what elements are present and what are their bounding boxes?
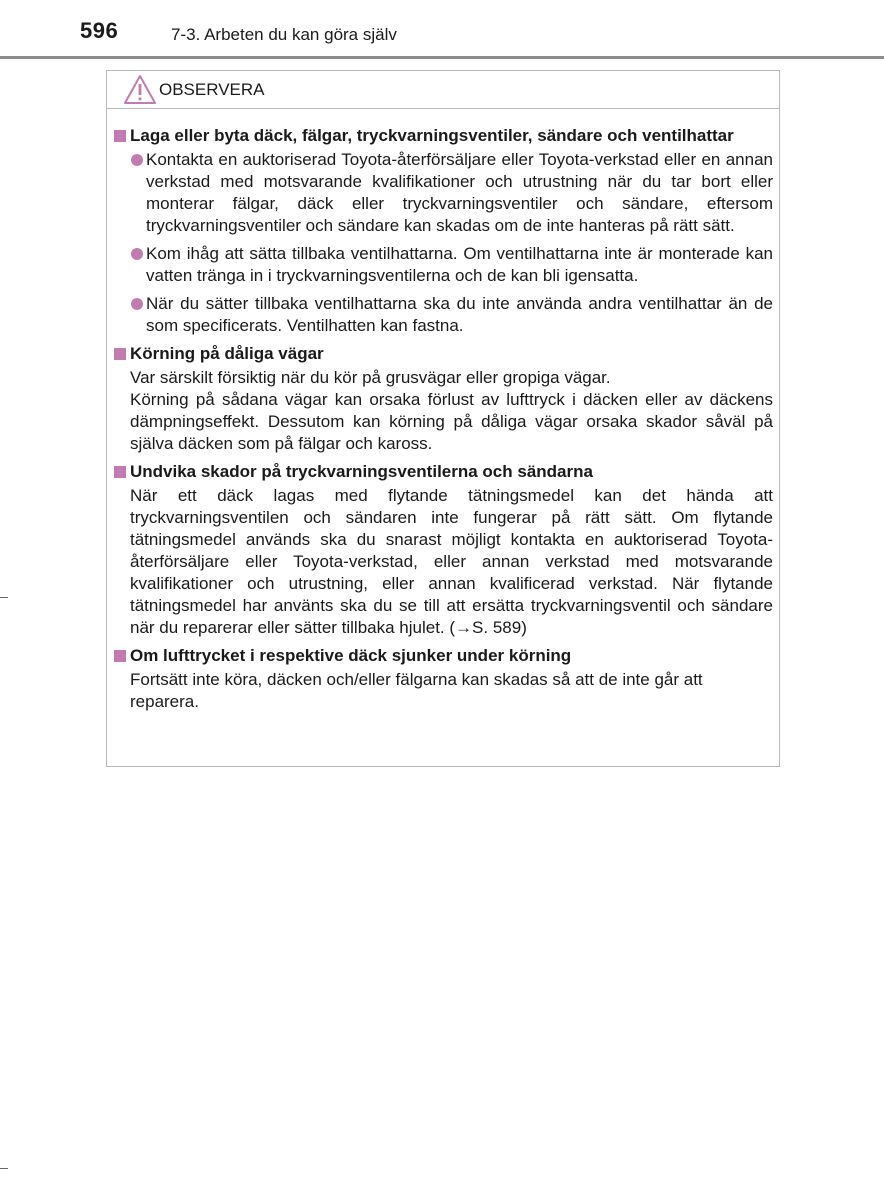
square-bullet-icon — [114, 466, 126, 478]
page-number: 596 — [80, 18, 119, 43]
section-heading — [111, 461, 773, 483]
caution-section — [111, 461, 773, 639]
paragraph: När ett däck lagas med flytande tätningsmedel kan det hända att tryckvarningsventilen och sändaren inte fungerar på rätt sätt. Om flytande tätningsmedel används ska du snarast möjligt kontakta en auktoriserad Toyota-återförsäljare eller Toyota-verkstad, eller annan verkstad med motsvarande kvalifikationer och utrustning, eller annan kvalificerad verkstad. När flytande tätningsmedel har använts ska du se till att ersätta tryckvarningsventil och sändare när du reparerar eller sätter tillbaka hjulet. (→S. 589) — [130, 486, 773, 637]
round-bullet-icon — [131, 298, 143, 310]
caution-section — [111, 125, 773, 337]
paragraph: Fortsätt inte köra, däcken och/eller fälgarna kan skadas så att de inte går att reparera. — [130, 670, 703, 711]
caution-label: OBSERVERA — [159, 80, 265, 99]
section-heading — [111, 645, 773, 667]
bullet-text: Kontakta en auktoriserad Toyota-återförsäljare eller Toyota-verkstad eller en annan verkstad med motsvarande kvalifikationer och utrustning när du tar bort eller monterar fälgar, däck eller tryckvarningsventiler och sändare, eftersom tryckvarningsventiler och sändare kan skadas om de inte hanteras på rätt sätt. — [146, 150, 773, 235]
round-bullet-icon — [131, 248, 143, 260]
section-heading-text: Laga eller byta däck, fälgar, tryckvarningsventiler, sändare och ventilhattar — [130, 126, 734, 145]
caution-section — [111, 645, 773, 713]
square-bullet-icon — [114, 650, 126, 662]
section-heading-text: Undvika skador på tryckvarningsventilerna och sändarna — [130, 462, 593, 481]
bullet-item — [111, 293, 773, 337]
paragraph: Var särskilt försiktig när du kör på grusvägar eller gropiga vägar. — [130, 368, 611, 387]
section-heading — [111, 125, 773, 147]
section-heading-text: Körning på dåliga vägar — [130, 344, 324, 363]
section-title: 7-3. Arbeten du kan göra själv — [171, 25, 397, 44]
bullet-item — [111, 149, 773, 237]
section-heading-text: Om lufttrycket i respektive däck sjunker under körning — [130, 646, 572, 665]
caution-header — [107, 71, 779, 109]
bullet-text: När du sätter tillbaka ventilhattarna ska du inte använda andra ventilhattar än de som specificerats. Ventilhatten kan fastna. — [146, 294, 773, 335]
header-rule — [0, 56, 884, 59]
square-bullet-icon — [114, 348, 126, 360]
paragraph: Körning på sådana vägar kan orsaka förlust av lufttryck i däcken eller av däckens dämpningseffekt. Dessutom kan körning på dåliga vägar orsaka skador såväl på själva däcken som på fälgar och kaross. — [130, 390, 773, 453]
crop-mark — [0, 1168, 8, 1169]
warning-triangle-icon — [123, 74, 157, 105]
round-bullet-icon — [131, 154, 143, 166]
bullet-item — [111, 243, 773, 287]
crop-mark — [0, 597, 8, 598]
section-heading — [111, 343, 773, 365]
bullet-text: Kom ihåg att sätta tillbaka ventilhattarna. Om ventilhattarna inte är monterade kan vatten tränga in i tryckvarningsventilerna och de kan bli igensatta. — [146, 244, 773, 285]
caution-section — [111, 343, 773, 455]
square-bullet-icon — [114, 130, 126, 142]
caution-content — [111, 125, 773, 719]
caution-box — [106, 70, 780, 767]
